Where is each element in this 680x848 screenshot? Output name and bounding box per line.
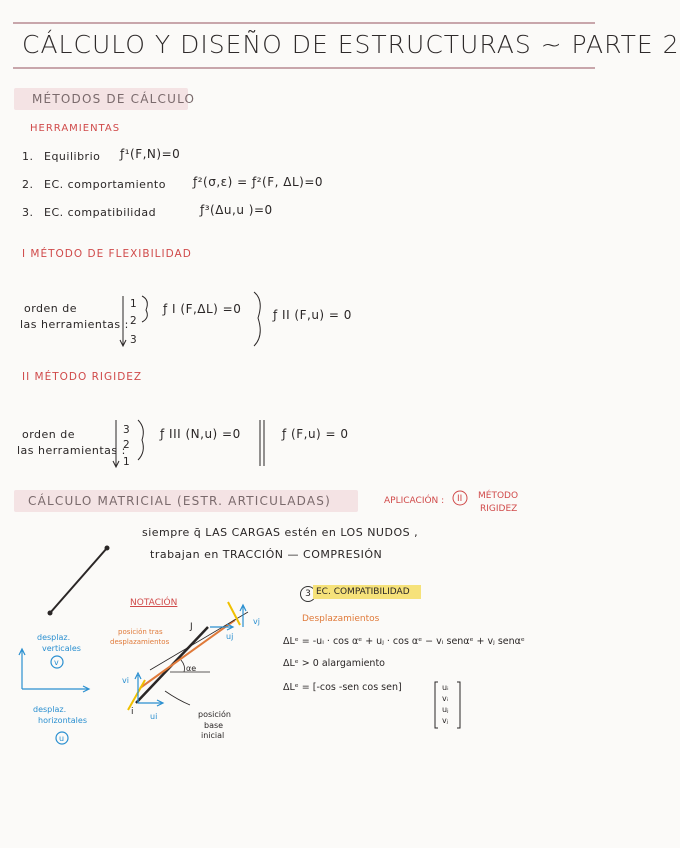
item-1-num: 1. bbox=[22, 150, 34, 163]
flex-num-2: 2 bbox=[130, 315, 137, 327]
aplicacion-label: APLICACIÓN : bbox=[384, 496, 445, 506]
item-1-text: Equilibrio bbox=[44, 150, 101, 163]
compat-eq1: ΔLᵉ = -uᵢ · cos αᵉ + uⱼ · cos αᵉ − vᵢ senαᵉ + vⱼ senαᵉ bbox=[283, 636, 525, 647]
metodo-num: II bbox=[457, 494, 463, 504]
vec-vi: vᵢ bbox=[442, 694, 449, 703]
item-3-text: EC. compatibilidad bbox=[44, 206, 157, 219]
compat-sub: Desplazamientos bbox=[302, 614, 380, 624]
vec-vj: vⱼ bbox=[442, 716, 449, 725]
node-j: J bbox=[190, 622, 193, 632]
flexibilidad-heading: I MÉTODO DE FLEXIBILIDAD bbox=[22, 248, 192, 260]
item-3-eq: ƒ³(Δu,u )=0 bbox=[200, 203, 273, 217]
item-1-eq: ƒ¹(F,N)=0 bbox=[120, 147, 181, 161]
flex-eq1: ƒ I (F,ΔL) =0 bbox=[163, 302, 242, 316]
rig-eq1: ƒ III (N,u) =0 bbox=[160, 427, 241, 441]
rig-brackets bbox=[113, 420, 264, 467]
flex-herramientas: las herramientas : bbox=[20, 318, 129, 331]
bar-element bbox=[48, 546, 110, 616]
rig-num-1: 1 bbox=[123, 456, 130, 468]
vec-ui: uᵢ bbox=[442, 683, 449, 692]
u-symbol: u bbox=[59, 734, 65, 743]
notacion-label: NOTACIÓN bbox=[130, 598, 178, 608]
pos-base-3: inicial bbox=[201, 731, 225, 740]
matricial-line2: trabajan en TRACCIÓN — COMPRESIÓN bbox=[150, 548, 383, 561]
despl-v-1: desplaz. bbox=[37, 633, 71, 642]
axes-diagram bbox=[19, 649, 89, 744]
rig-eq2: ƒ (F,u) = 0 bbox=[282, 427, 349, 441]
item-2-eq: ƒ²(σ,ε) = ƒ²(F, ΔL)=0 bbox=[193, 175, 324, 189]
section-metodos: MÉTODOS DE CÁLCULO bbox=[32, 92, 196, 106]
vi-label: vi bbox=[122, 676, 129, 685]
page-title: CÁLCULO Y DISEÑO DE ESTRUCTURAS ~ PARTE 2 bbox=[22, 30, 680, 59]
rig-num-2: 2 bbox=[123, 439, 130, 451]
rigidez-label: RIGIDEZ bbox=[480, 504, 518, 514]
circle-II bbox=[453, 491, 467, 505]
section-matricial: CÁLCULO MATRICIAL (ESTR. ARTICULADAS) bbox=[28, 494, 331, 508]
flex-brackets bbox=[120, 292, 260, 346]
flex-orden: orden de bbox=[24, 302, 78, 315]
despl-v-2: verticales bbox=[42, 644, 81, 653]
pos-tras-1: posición tras bbox=[118, 628, 163, 636]
flex-num-1: 1 bbox=[130, 298, 137, 310]
rigidez-heading: II MÉTODO RIGIDEZ bbox=[22, 371, 143, 383]
rig-orden: orden de bbox=[22, 428, 76, 441]
item-3-num: 3. bbox=[22, 206, 34, 219]
rig-num-3: 3 bbox=[123, 424, 130, 436]
vec-uj: uⱼ bbox=[442, 705, 449, 714]
displacement-diagram bbox=[128, 602, 248, 710]
v-symbol: v bbox=[54, 658, 59, 667]
compat-eq2: ΔLᵉ > 0 alargamiento bbox=[283, 658, 385, 669]
flex-eq2: ƒ II (F,u) = 0 bbox=[273, 308, 352, 322]
item-2-num: 2. bbox=[22, 178, 34, 191]
alpha-label: αe bbox=[186, 664, 197, 673]
node-i: i bbox=[131, 707, 134, 717]
uj-label: uj bbox=[226, 632, 234, 641]
despl-h-2: horizontales bbox=[38, 716, 87, 725]
metodo-label: MÉTODO bbox=[478, 491, 519, 501]
vj-label: vj bbox=[253, 617, 260, 626]
herramientas-heading: HERRAMIENTAS bbox=[30, 123, 121, 134]
vector-bracket bbox=[435, 682, 460, 728]
pos-base-1: posición bbox=[198, 710, 231, 719]
compat-heading: EC. COMPATIBILIDAD bbox=[316, 587, 410, 597]
compat-eq3: ΔLᵉ = [-cos -sen cos sen] bbox=[283, 682, 402, 693]
flex-num-3: 3 bbox=[130, 334, 137, 346]
pos-base-2: base bbox=[204, 721, 224, 730]
compat-num: 3 bbox=[300, 586, 316, 602]
ui-label: ui bbox=[150, 712, 158, 721]
rig-herramientas: las herramientas : bbox=[17, 444, 126, 457]
pos-tras-2: desplazamientos bbox=[110, 638, 170, 646]
item-2-text: EC. comportamiento bbox=[44, 178, 166, 191]
despl-h-1: desplaz. bbox=[33, 705, 67, 714]
matricial-line1: siempre q̄ LAS CARGAS estén en LOS NUDOS , bbox=[142, 526, 419, 539]
